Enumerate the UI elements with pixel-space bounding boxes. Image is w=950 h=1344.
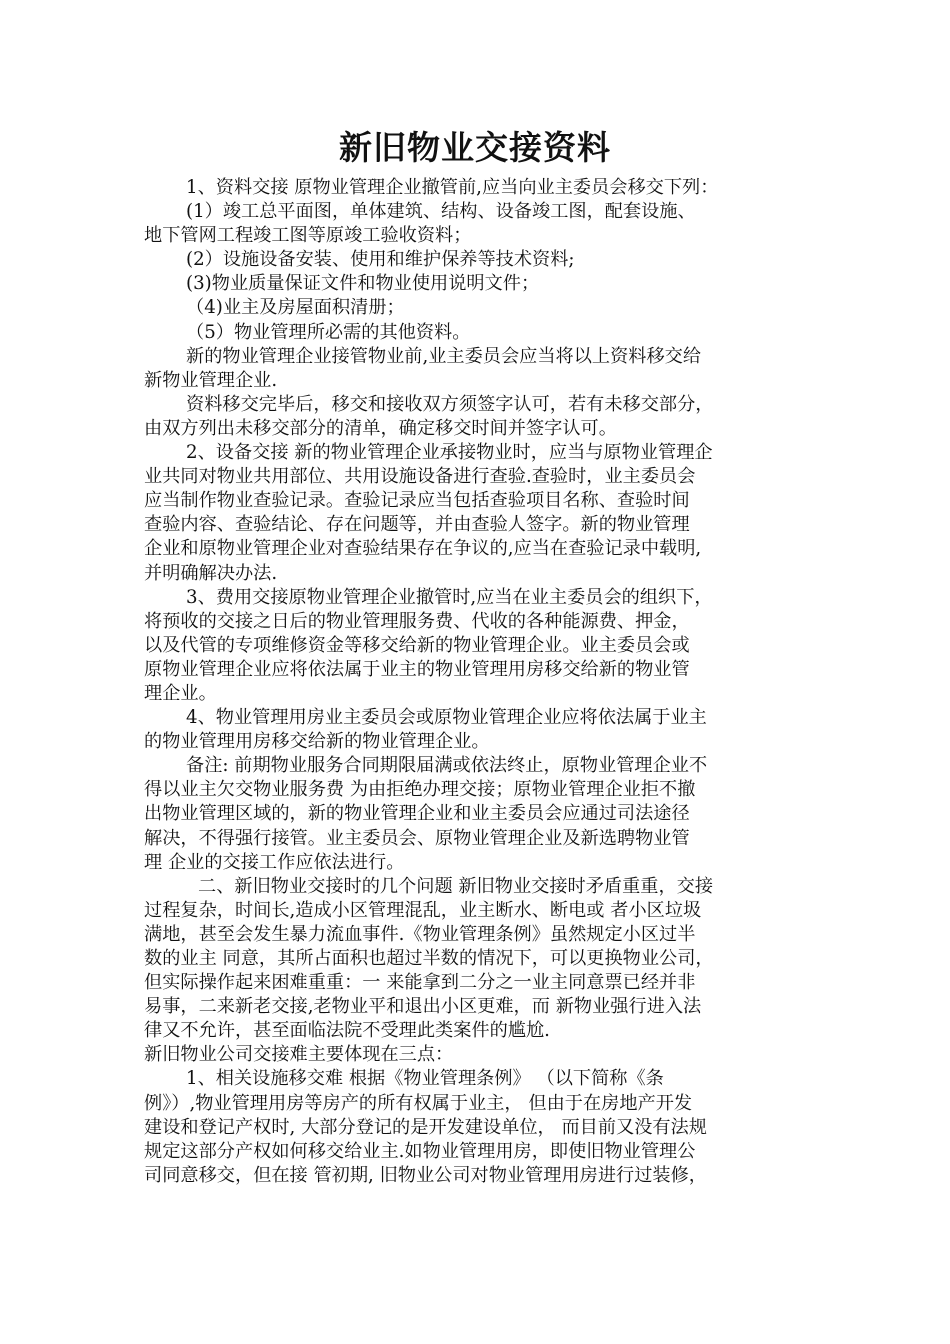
document-title: 新旧物业交接资料 [339,128,611,167]
text-line: （5）物业管理所必需的其他资料。 [186,321,471,343]
text-line: 易事，二来新老交接,老物业平和退出小区更难，而 新物业强行进入法 [144,996,702,1018]
text-line: (3)物业质量保证文件和物业使用说明文件； [186,273,540,295]
text-line: 业共同对物业共用部位、共用设施设备进行查验.查验时，业主委员会 [144,466,696,488]
text-line: 并明确解决办法. [144,562,278,584]
text-line: 2、设备交接 新的物业管理企业承接物业时，应当与原物业管理企 [186,442,713,464]
text-line: 理 企业的交接工作应依法进行。 [144,851,405,873]
text-line: 1、资料交接 原物业管理企业撤管前,应当向业主委员会移交下列： [186,177,719,198]
text-line: 应当制作物业查验记录。查验记录应当包括查验项目名称、查验时间 [144,490,690,512]
text-line: 查验内容、查验结论、存在问题等，并由查验人签字。新的物业管理 [144,514,690,536]
text-line: 以及代管的专项维修资金等移交给新的物业管理企业。业主委员会或 [144,634,690,656]
text-line: 数的业主 同意，其所占面积也超过半数的情况下，可以更换物业公司， [144,948,714,969]
text-line: 1、相关设施移交难 根据《物业管理条例》 （以下简称《条 [186,1068,664,1090]
text-line: 建设和登记产权时, 大部分登记的是开发建设单位， 而目前又没有法规 [144,1116,707,1138]
text-line: 新物业管理企业. [144,369,278,391]
text-line: 备注: 前期物业服务合同期限届满或依法终止，原物业管理企业不 [186,755,708,777]
text-line: (2）设施设备安装、使用和维护保养等技术资料; [186,249,575,271]
text-line: 将预收的交接之日后的物业管理服务费、代收的各种能源费、押金， [144,610,690,632]
text-line: 得以业主欠交物业服务费 为由拒绝办理交接；原物业管理企业拒不撤 [144,779,696,801]
text-line: 新旧物业公司交接难主要体现在三点： [144,1044,454,1066]
text-line: 但实际操作起来困难重重：一 来能拿到二分之一业主同意票已经并非 [144,972,696,994]
text-line: 地下管网工程竣工图等原竣工验收资料； [144,225,472,247]
text-line: 司同意移交，但在接 管初期, 旧物业公司对物业管理用房进行过装修， [144,1164,707,1186]
text-line: (1）竣工总平面图，单体建筑、结构、设备竣工图，配套设施、 [186,201,696,223]
text-line: 出物业管理区域的，新的物业管理企业和业主委员会应通过司法途径 [144,803,690,825]
text-line: 例》）,物业管理用房等房产的所有权属于业主， 但由于在房地产开发 [144,1092,693,1114]
text-line: 原物业管理企业应将依法属于业主的物业管理用房移交给新的物业管 [144,658,690,680]
text-line: 规定这部分产权如何移交给业主.如物业管理用房，即使旧物业管理公 [144,1140,696,1162]
text-line: 4、物业管理用房业主委员会或原物业管理企业应将依法属于业主 [186,707,707,729]
text-line: 的物业管理用房移交给新的物业管理企业。 [144,731,490,753]
text-line: 过程复杂，时间长,造成小区管理混乱，业主断水、断电或 者小区垃圾 [144,899,702,921]
text-line: 由双方列出未移交部分的清单，确定移交时间并签字认可。 [144,417,617,439]
text-line: 解决，不得强行接管。业主委员会、原物业管理企业及新选聘物业管 [144,827,690,849]
text-line: 3、费用交接原物业管理企业撤管时,应当在业主委员会的组织下， [186,586,713,608]
text-line: 理企业。 [144,682,217,704]
text-line: 满地，甚至会发生暴力流血事件.《物业管理条例》虽然规定小区过半 [144,923,696,945]
text-line: 律又不允许，甚至面临法院不受理此类案件的尴尬. [144,1020,550,1042]
text-line: （4)业主及房屋面积清册； [186,297,405,319]
text-line: 资料移交完毕后，移交和接收双方须签字认可，若有未移交部分， [186,393,714,415]
text-line: 二、新旧物业交接时的几个问题 新旧物业交接时矛盾重重，交接 [198,875,714,897]
text-line: 新的物业管理企业接管物业前,业主委员会应当将以上资料移交给 [186,345,702,367]
document-body [144,176,808,1188]
text-line: 企业和原物业管理企业对查验结果存在争议的,应当在查验记录中载明, [144,538,702,560]
